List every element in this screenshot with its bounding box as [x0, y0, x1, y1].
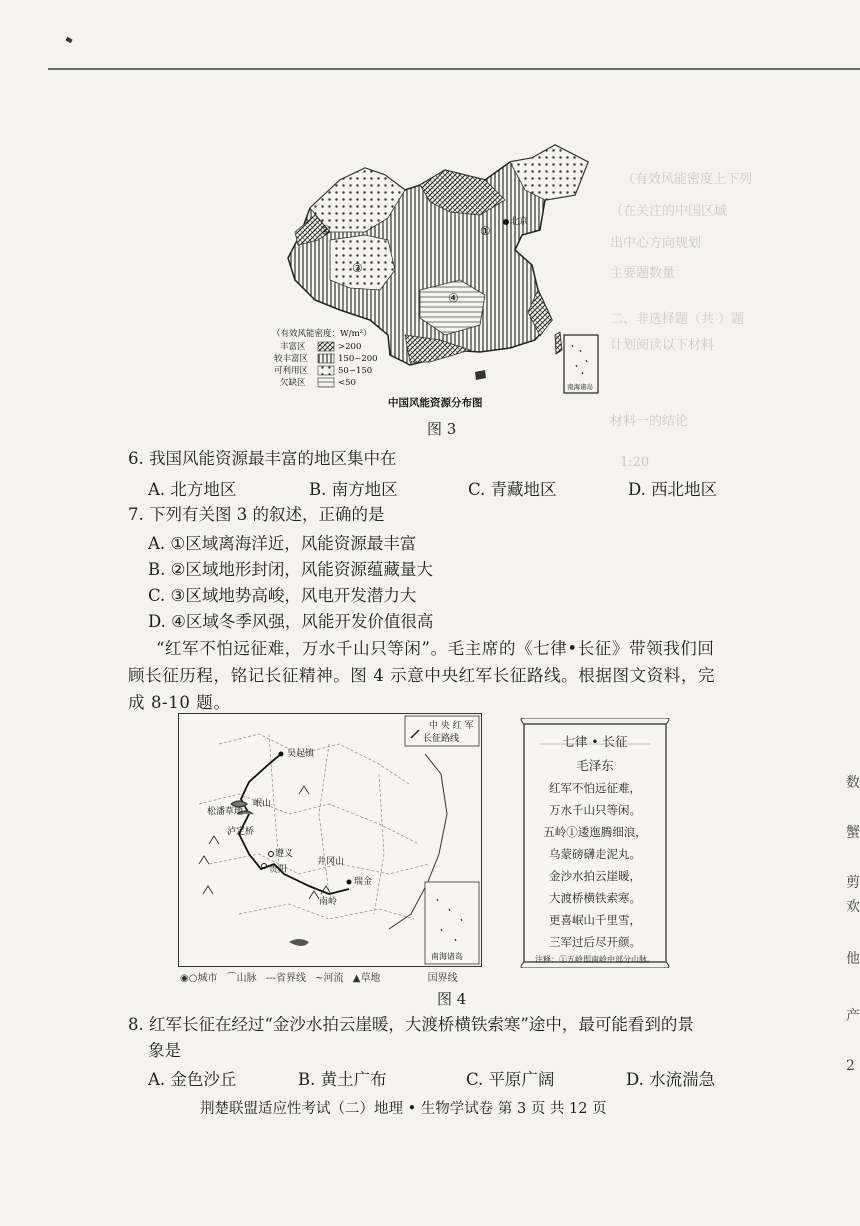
q6-option-d[interactable]: D. 西北地区 — [628, 480, 718, 499]
route-legend: 中 央 红 军 — [429, 721, 474, 731]
region-mark-4: ④ — [448, 291, 459, 305]
legend-mountain: 山脉 — [236, 973, 257, 984]
inset-label: 南海诸岛 — [431, 952, 463, 961]
legend-city: 城市 — [197, 973, 218, 984]
place-label: 吴起镇 — [287, 749, 315, 759]
q6-option-c[interactable]: C. 青藏地区 — [468, 480, 557, 499]
place-label: 松潘草地 — [207, 807, 244, 817]
poem-title: 七律 • 长征 — [562, 734, 628, 749]
bleed-line: 主要题数量 — [610, 266, 676, 281]
intro-line-3: 成 8-10 题。 — [128, 693, 231, 712]
q7-stem: 7. 下列有关图 3 的叙述，正确的是 — [128, 505, 385, 524]
edge-char: 产 — [846, 1008, 860, 1024]
place-label: 南岭 — [319, 897, 338, 907]
q8-option-b[interactable]: B. 黄土广布 — [298, 1070, 387, 1089]
header-rule — [48, 68, 860, 70]
place-label: 贵阳 — [269, 865, 288, 875]
q6-stem: 6. 我国风能资源最丰富的地区集中在 — [128, 449, 397, 468]
legend-province-line: 省界线 — [275, 973, 306, 984]
intro-line-2: 顾长征历程，铭记长征精神。图 4 示意中央红军长征路线。根据图文资料，完 — [128, 666, 716, 685]
bleed-line: （在关注的中国区域 — [610, 204, 728, 219]
edge-char: 他 — [846, 951, 860, 967]
poem-note: 注释：①五岭即南岭中部分山脉。 — [535, 955, 655, 964]
poem-line: 金沙水拍云崖暖， — [549, 869, 641, 883]
legend-border: 国界线 — [427, 973, 458, 984]
poem-line: 万水千山只等闲。 — [549, 803, 641, 817]
edge-char: 数 — [846, 775, 860, 791]
poem-scroll — [520, 718, 670, 968]
region-mark-3: ③ — [352, 261, 363, 275]
edge-char: 2 — [846, 1058, 855, 1074]
poem-line: 更喜岷山千里雪， — [549, 913, 641, 927]
q7-option-b[interactable]: B. ②区域地形封闭，风能资源蕴藏量大 — [148, 560, 433, 579]
q8-option-d[interactable]: D. 水流湍急 — [626, 1070, 716, 1089]
legend-zone: 较丰富区 — [274, 354, 309, 364]
bleed-line: 二、非选择题（共 ）题 — [610, 312, 745, 327]
edge-char: 欢 — [846, 899, 860, 915]
legend-zone: 可利用区 — [274, 366, 309, 376]
bleed-line: （有效风能密度上下列 — [622, 172, 753, 187]
poem-line: 红军不怕远征难， — [549, 781, 641, 795]
q7-option-d[interactable]: D. ④区域冬季风强，风能开发价值很高 — [148, 612, 434, 631]
bleed-line: 出中心方向规划 — [610, 236, 702, 251]
legend-grassland: 草地 — [360, 973, 381, 984]
map-title: 中国风能资源分布图 — [388, 397, 483, 409]
bleed-line: 材料一的结论 — [610, 414, 689, 429]
poem-line: 五岭①逶迤腾细浪， — [543, 825, 647, 839]
q6-option-b[interactable]: B. 南方地区 — [309, 480, 398, 499]
wind-energy-map — [270, 140, 600, 415]
inset-label: 南海诸岛 — [567, 383, 593, 391]
legend-zone: 丰富区 — [280, 342, 306, 352]
scan-speck — [65, 37, 72, 43]
legend-range: 150~200 — [338, 354, 378, 364]
poem-line: 大渡桥横铁索寒。 — [549, 891, 641, 905]
q8-stem-line-2: 象是 — [148, 1041, 181, 1060]
legend-header: （有效风能密度：W/m²） — [272, 329, 372, 339]
q8-stem-line-1: 8. 红军长征在经过“金沙水拍云崖暖，大渡桥横铁索寒”途中，最可能看到的景 — [128, 1015, 694, 1034]
intro-line-1: “红军不怕远征难，万水千山只等闲”。毛主席的《七律•长征》带领我们回 — [156, 639, 715, 658]
q6-option-a[interactable]: A. 北方地区 — [148, 480, 237, 499]
fig3-caption: 图 3 — [427, 420, 457, 438]
fig4-caption: 图 4 — [437, 990, 467, 1008]
region-mark-2: ② — [320, 223, 331, 237]
legend-range: <50 — [338, 378, 356, 388]
map4-legend: ◉○城市 ⌒山脉 ---省界线 ~河流 ▲草地 国界线 — [180, 973, 458, 984]
bleed-line: 计划阅读以下材料 — [610, 338, 715, 353]
edge-char: 蟹 — [846, 825, 860, 841]
route-legend: 长征路线 — [423, 734, 460, 744]
legend-range: >200 — [338, 342, 362, 352]
beijing-label: 北京 — [510, 217, 529, 227]
place-label: 瑞金 — [354, 877, 373, 887]
region-mark-1: ① — [480, 224, 491, 238]
poem-author: 毛泽东 — [576, 758, 614, 773]
place-label: 岷山 — [253, 799, 272, 809]
q8-option-c[interactable]: C. 平原广阔 — [466, 1070, 555, 1089]
place-label: 泸定桥 — [227, 827, 255, 837]
place-label: 井冈山 — [317, 857, 345, 867]
poem-line: 乌蒙磅礴走泥丸。 — [549, 847, 641, 861]
q8-option-a[interactable]: A. 金色沙丘 — [148, 1070, 237, 1089]
poem-line: 三军过后尽开颜。 — [549, 935, 641, 949]
page-footer: 荆楚联盟适应性考试（二）地理 • 生物学试卷 第 3 页 共 12 页 — [200, 1101, 607, 1117]
place-label: 遵义 — [275, 849, 294, 859]
q7-option-c[interactable]: C. ③区域地势高峻，风电开发潜力大 — [148, 586, 417, 605]
legend-zone: 欠缺区 — [280, 378, 306, 388]
bleed-line: 1:20 — [620, 455, 650, 470]
q7-option-a[interactable]: A. ①区域离海洋近，风能资源最丰富 — [148, 534, 417, 553]
edge-char: 剪 — [846, 875, 860, 891]
legend-range: 50~150 — [338, 366, 373, 376]
long-march-route-map — [178, 713, 482, 967]
legend-river: 河流 — [323, 973, 344, 984]
